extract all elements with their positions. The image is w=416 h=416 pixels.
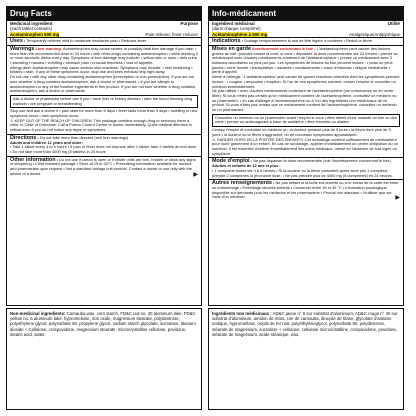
warnings-section: [209, 45, 403, 157]
ingredient-name: Acetaminophen 500 mg: [10, 31, 60, 37]
do-not-use: Ne pas utiliser • avec d'autres médicaments contenant de l'acétaminophène (sur ordonnance ou en vente libre). Si vous n'êtes pas certain qu'un médicament contient de l'acétaminophène, consultez un médecin ou un pharmacien. • en cas d'allergie à l'acétaminophène ou à l'un des ingrédients non médicinaux de ce produit. Si vous n'êtes pas certain que ce médicament contient de l'acétaminophène, consultez un médecin ou un pharmacien.: [212, 88, 397, 113]
nonmed-title: Ingrédients non médicinaux :: [212, 311, 272, 316]
ingredient-header: Medicinal ingredient: [10, 21, 53, 26]
directions-title: Mode d'emploi: [212, 158, 250, 165]
liver-warning-text: Acetaminophen may cause severe or possibly fatal liver damage if you take: • more than the recommended dose in 24 hours • with other drugs containing acetaminophen • while drinking 3 or more alcoholic drinks every day. Symptoms of liver damage may include: • yellow skin or eyes • dark urine • sweating • nausea • vomiting • stomach pain • unusual tiredness • loss of appetite.: [10, 45, 198, 66]
warning-triangle-icon: ⚠: [10, 117, 14, 123]
uses-text: • Temporarily relieves mild to moderate headache pain • Reduces fever: [23, 38, 147, 44]
uses-section: [209, 37, 403, 45]
directions-section: [7, 134, 201, 156]
uses-title: Uses: [10, 38, 23, 45]
directions-sub: Adultes et enfants de 12 ans et plus :: [212, 163, 281, 169]
warning-triangle-icon: ⚠: [212, 136, 216, 142]
ingredient-purpose: Pain reliever, fever reducer: [145, 31, 198, 37]
liver-warning-text: L'acétaminophène peut causer des lésions graves au foie, pouvant causer la mort, si vous • dépassez la dose recommandée sur 24 heures • prenez ce médicament avec d'autres médicaments contenant de l'acétaminophène • prenez ce médicament avec 3 boissons alcoolisées ou plus par jour. Les symptômes de lésions au foie peuvent inclure : • peau ou yeux jaunes • urine foncée • transpiration • nausées • vomissements • maux d'estomac • fatigue inhabituelle • perte d'appétit: [212, 45, 398, 75]
ingredient-sub: (each tablet contains): [10, 26, 52, 32]
ingredient-header: Ingrédient médicinal: [212, 21, 255, 26]
ask-doctor-box: [10, 95, 198, 108]
directions-intro: • Ne pas dépasser la dose recommandée (voir l'avertissement concernant le foie).: [250, 158, 392, 164]
ask-doctor-text: Ask a doctor or pharmacist before use if you • have liver or kidney disease • take the blood thinning drug warfarin • are pregnant or breastfeeding: [13, 95, 193, 106]
purpose-header: Purpose: [180, 21, 198, 26]
warnings-section: [7, 45, 201, 134]
uses-section: [7, 37, 201, 45]
allergy-alert: Alerte à l'allergie : L'acétaminophène peut causer de graves réactions cutanées dont les symptômes peuvent inclure : • rougeur • ampoules • éruption. Si l'un de ces symptômes survient, cesser l'emploi et consulter un médecin immédiatement.: [212, 74, 400, 89]
ask-doctor-text: Consultez un médecin ou un pharmacien avant l'emploi si vous • êtes atteint d'une maladie du foie ou des reins • prenez un anticoagulant à base de warfarine • êtes enceinte ou allaitez: [215, 114, 397, 125]
continue-arrow-icon: ▶: [395, 195, 400, 202]
warnings-title: Mises en garde: [212, 45, 251, 52]
stop-use-text: Cessez l'emploi et consultez un médecin si • la douleur persiste plus de 5 jours • la fièvre dure plus de 3 jours • la douleur ou la fièvre s'aggravent, ou de nouveaux symptômes apparaissent.: [212, 127, 391, 137]
keep-away-text: ⚠ KEEP OUT OF THE REACH OF CHILDREN. This package contains enough drug to seriously harm a child. In Case of Overdose: Call a Poison Control Centre or doctor immediately. Quick medical attention is critical even if you do not notice any signs or symptoms.: [10, 117, 192, 133]
directions-section: [209, 157, 403, 179]
directions-title: Directions: [10, 134, 37, 141]
ask-doctor-box: [212, 114, 400, 127]
warnings-title: Warnings: [10, 45, 35, 52]
liver-warning-label: Liver warning:: [35, 45, 63, 51]
other-info-text: • Ne pas utiliser si la boîte est ouverte ou si le sceau de la carte est brisé ou endommagé • Emballage sécurité-enfants • Conserver entre 15 et 30 °C • Information posologique disponible sur demande pour les médecins et les pharmaciens • Produit non standard • N'utiliser que sur l'avis d'un médecin: [212, 180, 399, 200]
panel-title: Drug Facts: [7, 7, 201, 21]
nonmedicinal-panel-en: [6, 308, 202, 410]
uses-text: • Soulage temporairement la mal de tête légère à modérée • Réduit la fièvre: [241, 38, 373, 44]
directions-intro: • Do not take more than directed (see liver warnings): [37, 134, 129, 140]
ingredient-name: Acétaminophène à 500 mg: [212, 31, 268, 37]
other-info-section: [7, 156, 201, 178]
other-info-title: Autres renseignements: [212, 180, 272, 187]
purpose-header: Utilité: [387, 21, 400, 26]
stop-use-text: Stop use and ask a doctor if • pain lasts for more than 5 days • fever lasts more than 3 days • swelling or new symptoms occur • new symptoms occur.: [10, 108, 198, 119]
nonmedicinal-panel-fr: [208, 308, 404, 410]
liver-warning-label: Avertissement concernant le foie :: [252, 45, 316, 51]
ingredient-purpose: Analgésique/Antipyrétique: [348, 31, 400, 37]
drug-facts-panel-fr: [208, 6, 404, 306]
other-info-section: [209, 179, 403, 201]
keep-away-text: ⚠ GARDER HORS DE LA PORTÉE DES ENFANTS. Cet emballage contient suffisamment de médicament pour nuire gravement à un enfant. En cas de surdosage, appeler immédiatement un centre antipoison ou un médecin. Il est essentiel d'obtenir immédiatement des soins médicaux, même en l'absence de tout signe ou symptôme.: [212, 136, 399, 156]
drug-facts-panel-en: [6, 6, 202, 306]
ingredient-sub: (dans chaque comprimé): [212, 26, 261, 32]
continue-arrow-icon: ▶: [193, 171, 198, 178]
directions-text: • 1 comprimé toutes les 4 à 6 heures • Si la douleur ou la fièvre persistent après avoir pris 1 comprimé, prendre 2 comprimés la prochaine dose. • Ne pas prendre plus de 4000 mg (8 comprimés) en 24 heures.: [212, 167, 393, 178]
directions-sub: Adults and children 12 years and older:: [10, 139, 83, 145]
do-not-use: Do not use • with any other drug containing acetaminophen (prescription or non-prescription). If you are not sure whether a drug contains acetaminophen, ask a doctor or pharmacist. • if you are allergic to acetaminophen or any of the inactive ingredients in this product. If you are not sure whether a drug contains acetaminophen, ask a doctor or pharmacist.: [10, 74, 196, 94]
nonmed-text: AD&C jaune n° 6 sur substrat d'aluminium, AD&C rouge n° 40 sur substrat d'aluminium, amidon de maïs, cire de carnauba, dioxyde de titane, glycolate d'amidon sodique, hypromellose, oxyde de fer noir, polyéthylèneglycol, polysorbate 80, polydextrose, stéarate de magnésium, sucralose + cellulose, cellulose microcristalline, crospovidone, povidone, stéarate de magnésium, acide stéarique, eau.: [212, 311, 398, 337]
other-info-title: Other information: [10, 156, 56, 163]
uses-title: Indications: [212, 38, 241, 45]
allergy-alert: Allergy alert: Acetaminophen may cause serious skin reactions. Symptoms may include: • skin reddening • blisters • rash. If any of these symptoms occur, stop use and seek medical help right away.: [10, 64, 193, 75]
panel-title: Info-médicament: [209, 7, 403, 21]
other-info-text: • Do not use if carton is open or if blister units are torn, broken or show any signs of tampering • Child resistant package • Store at 15 to 30°C • Prescribing information available for doctors and pharmacists upon request • Not a standard dosage unit product. Contact a doctor or use only with the advice of a doctor: [10, 156, 196, 176]
nonmed-text: Carnauba wax, corn starch, FD&C red no. 40 aluminum lake, FD&C yellow no. 6 aluminum lake, hypromellose, iron oxide, magnesium stearate, polydextrose, polyethylene glycol, polysorbate 80, propylene glycol, sodium starch glycolate, sucralose, titanium dioxide + Cellulose, crospovidone, magnesium stearate, microcrystalline cellulose, povidone, stearic acid, water.: [10, 311, 196, 337]
directions-text: • Take 1 tablet every 4 to 6 hours • If pain or fever does not improve after 1 tablet, take 2 tablets at next dose • Do not take more than 4000 mg (8 tablets) in 24 hours: [10, 144, 197, 154]
nonmed-title: Non-medicinal ingredients:: [10, 311, 66, 316]
